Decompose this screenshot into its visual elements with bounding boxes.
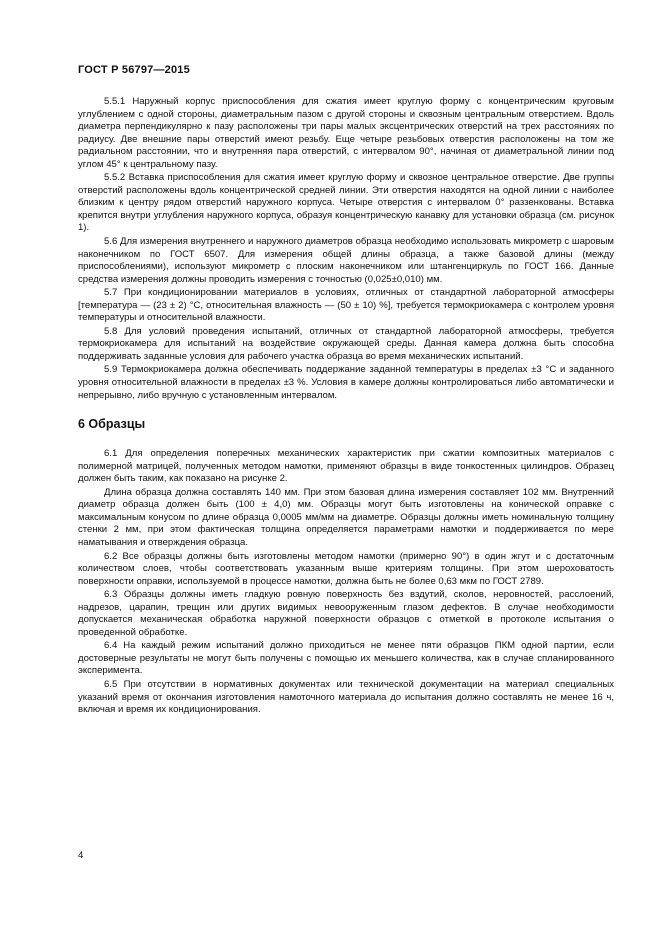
section-6-title: 6 Образцы: [78, 417, 146, 432]
paragraph-6-4: 6.4 На каждый режим испытаний должно приходиться не менее пяти образцов ПКМ одной партии, если достоверные результаты не могут быть получены с помощью их меньшего количества, как в случае спланированного эксперимента.: [78, 640, 614, 677]
paragraph-6-5: 6.5 При отсутствии в нормативных документах или технической документации на материал специальных указаний время от окончания изготовления намоточного материала до испытания должно составлять не менее 16 ч, включая и время их кондиционирования.: [78, 678, 614, 716]
paragraph-6-1: 6.1 Для определения поперечных механических характеристик при сжатии композитных материалов с полимерной матрицей, полученных методом намотки, применяют образцы в виде тонкостенных цилиндров. Образец должен быть таким, как показано на рисунке 2.: [78, 448, 614, 485]
paragraph-5-6: 5.6 Для измерения внутреннего и наружного диаметров образца необходимо использовать микрометр с шаровым наконечником по ГОСТ 6507. Для измерения общей длины образца, а также базовой длины (между приспособлениями), используют микрометр с плоским наконечником или штангенциркуль по ГОСТ 166. Данные средства измерения должны проводить измерения с точностью (0,025±0,010) мм.: [78, 236, 614, 285]
paragraph-6-3: 6.3 Образцы должны иметь гладкую ровную поверхность без вздутий, сколов, неровностей, расслоений, надрезов, царапин, трещин или других видимых невооруженным глазом дефектов. В случае необходимости допускается механическая обработка наружной поверхности образцов с отметкой в протоколе испытания о проведенной обработке.: [78, 589, 614, 638]
page-header: ГОСТ Р 56797—2015: [78, 64, 190, 76]
paragraph-6-1-length: Длина образца должна составлять 140 мм. При этом базовая длина измерения составляет 102 мм. Внутренний диаметр образца должен быть (100 ± 4,0) мм. Образцы могут быть изготовлены на конической оправке с максимальным конусом по длине образца 0,0005 мм/мм на диаметре. Образцы должны иметь номинальную толщину стенки 2 мм, при этом фактическая толщина определяется параметрами намотки и поддерживается по мере наматывания и отверждения образца.: [78, 486, 614, 548]
paragraph-5-5-2: 5.5.2 Вставка приспособления для сжатия имеет круглую форму и сквозное центральное отверстие. Две группы отверстий расположены вдоль концентрической средней линии. Эти отверстия находятся на одной линии с наиболее близким к центру рядом отверстий наружного корпуса. Четыре отверстия с интервалом 0° раззенкованы. Вставка крепится внутри углубления наружного корпуса, образуя концентрическую канавку для установки образца (см. рисунок 1).: [78, 172, 614, 234]
paragraph-5-5-1: 5.5.1 Наружный корпус приспособления для сжатия имеет круглую форму с концентрическим круговым углублением с одной стороны, диаметральным пазом с другой стороны и сквозным центральным отверстием. Вдоль диаметра перпендикулярно к пазу расположены три пары малых эксцентрических отверстий на трех расстояниях по радиусу. Две внешние пары отверстий имеют резьбу. Еще четыре резьбовых отверстия расположены на том же радиальном расстоянии, что и внутренняя пара отверстий, с интервалом 90°, начиная от диаметральной линии под углом 45° к центральному пазу.: [78, 96, 614, 170]
page-number: 4: [78, 850, 84, 861]
paragraph-5-9: 5.9 Термокриокамера должна обеспечивать поддержание заданной температуры в пределах ±3 °С и заданного уровня относительной влажности в пределах ±3 %. Условия в камере должны контролироваться либо автоматически и непрерывно, либо вручную с установленным интервалом.: [78, 364, 614, 401]
document-body: [78, 96, 614, 718]
paragraph-6-2: 6.2 Все образцы должны быть изготовлены методом намотки (примерно 90°) в один жгут и с достаточным количеством слоев, чтобы соответствовать указанным выше критериям толщины. При этом шероховатость поверхности оправки, используемой в процессе намотки, должна быть не более 0,63 мкм по ГОСТ 2789.: [78, 550, 614, 587]
paragraph-5-8: 5.8 Для условий проведения испытаний, отличных от стандартной лабораторной атмосферы, требуется термокриокамера для испытаний на воздействие окружающей среды. Данная камера должна быть способна поддерживать заданные условия для рабочего участка образца во время механических испытаний.: [78, 325, 614, 362]
paragraph-5-7: 5.7 При кондиционировании материалов в условиях, отличных от стандартной лабораторной атмосферы [температура — (23 ± 2) °С, относительная влажность — (50 ± 10) %], требуется термокриокамера с контролем уровня температуры и относительной влажности.: [78, 287, 614, 324]
